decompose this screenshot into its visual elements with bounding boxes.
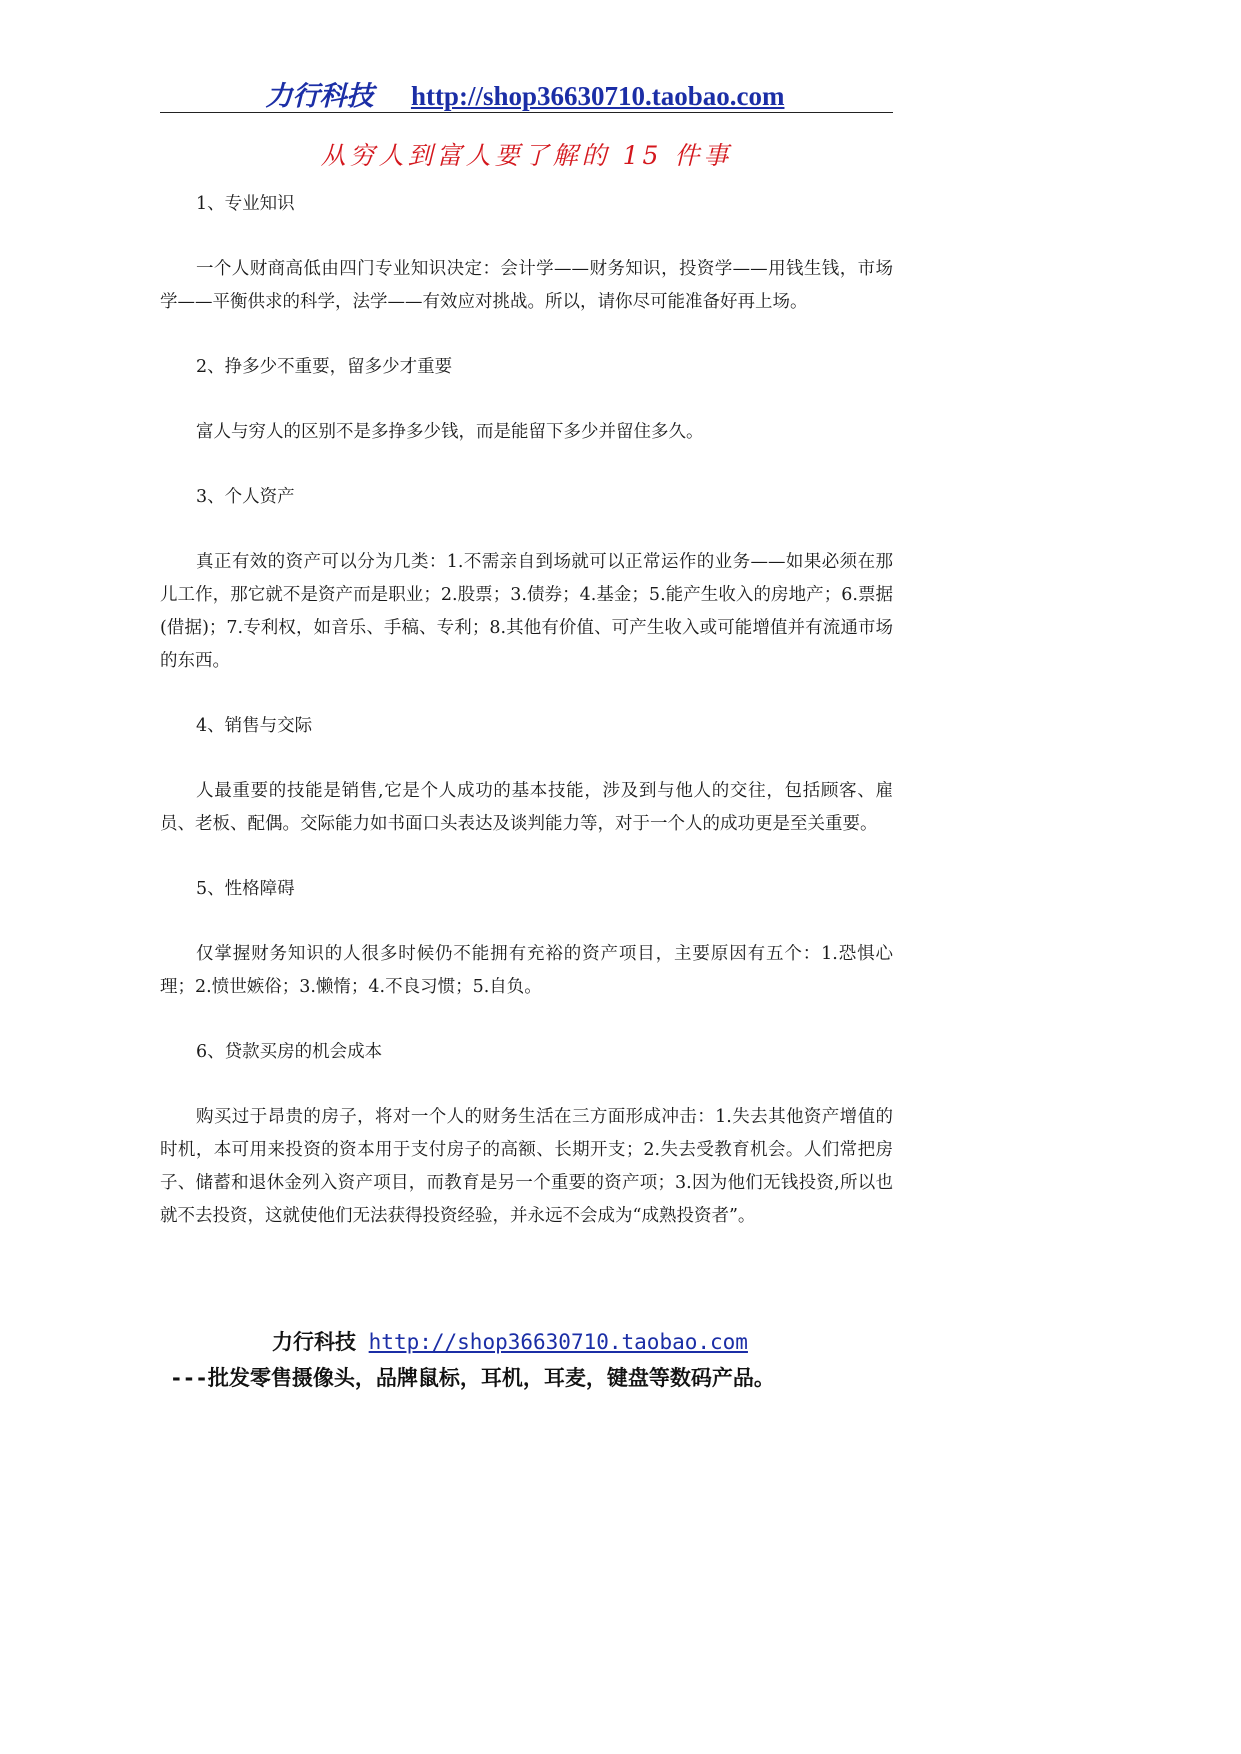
section-heading: 3、个人资产 [196, 487, 295, 507]
footer-shop-link[interactable]: http://shop36630710.taobao.com [368, 1330, 748, 1354]
page-footer [160, 1326, 920, 1392]
section-paragraph: 购买过于昂贵的房子，将对一个人的财务生活在三方面形成冲击：1.失去其他资产增值的时机，本可用来投资的资本用于支付房子的高额、长期开支；2.失去受教育机会。人们常把房子、储蓄和退休金列入资产项目，而教育是另一个重要的资产项；3.因为他们无钱投资,所以也就不去投资，这就使他们无法获得投资经验，并永远不会成为“成熟投资者”。 [160, 1107, 893, 1226]
header-brand: 力行科技 [265, 81, 374, 112]
section-heading: 2、挣多少不重要，留多少才重要 [196, 357, 453, 377]
section-paragraph: 一个人财商高低由四门专业知识决定：会计学——财务知识，投资学——用钱生钱，市场学——平衡供求的科学，法学——有效应对挑战。所以，请你尽可能准备好再上场。 [160, 259, 893, 312]
section-paragraph: 真正有效的资产可以分为几类：1.不需亲自到场就可以正常运作的业务——如果必须在那儿工作，那它就不是资产而是职业；2.股票；3.债券；4.基金；5.能产生收入的房地产；6.票据(借据)；7.专利权，如音乐、手稿、专利；8.其他有价值、可产生收入或可能增值并有流通市场的东西。 [160, 552, 893, 671]
document-title: 从穷人到富人要了解的 15 件事 [320, 141, 733, 170]
page-header [160, 74, 890, 113]
footer-tagline: ---批发零售摄像头，品牌鼠标，耳机，耳麦，键盘等数码产品。 [170, 1366, 775, 1390]
section-heading: 1、专业知识 [196, 194, 295, 214]
section-heading: 4、销售与交际 [196, 716, 313, 736]
header-divider [160, 112, 893, 113]
section-paragraph: 富人与穷人的区别不是多挣多少钱，而是能留下多少并留住多久。 [196, 422, 704, 442]
footer-brand-line [160, 1326, 920, 1356]
section-heading: 6、贷款买房的机会成本 [196, 1042, 383, 1062]
footer-brand: 力行科技 [272, 1330, 356, 1354]
section-heading: 5、性格障碍 [196, 879, 295, 899]
section-paragraph: 仅掌握财务知识的人很多时候仍不能拥有充裕的资产项目，主要原因有五个：1.恐惧心理；2.愤世嫉俗；3.懒惰；4.不良习惯；5.自负。 [160, 944, 893, 997]
section-paragraph: 人最重要的技能是销售,它是个人成功的基本技能，涉及到与他人的交往，包括顾客、雇员、老板、配偶。交际能力如书面口头表达及谈判能力等，对于一个人的成功更是至关重要。 [160, 781, 893, 834]
document-body [160, 188, 893, 1265]
header-shop-link[interactable]: http://shop36630710.taobao.com [410, 81, 785, 111]
